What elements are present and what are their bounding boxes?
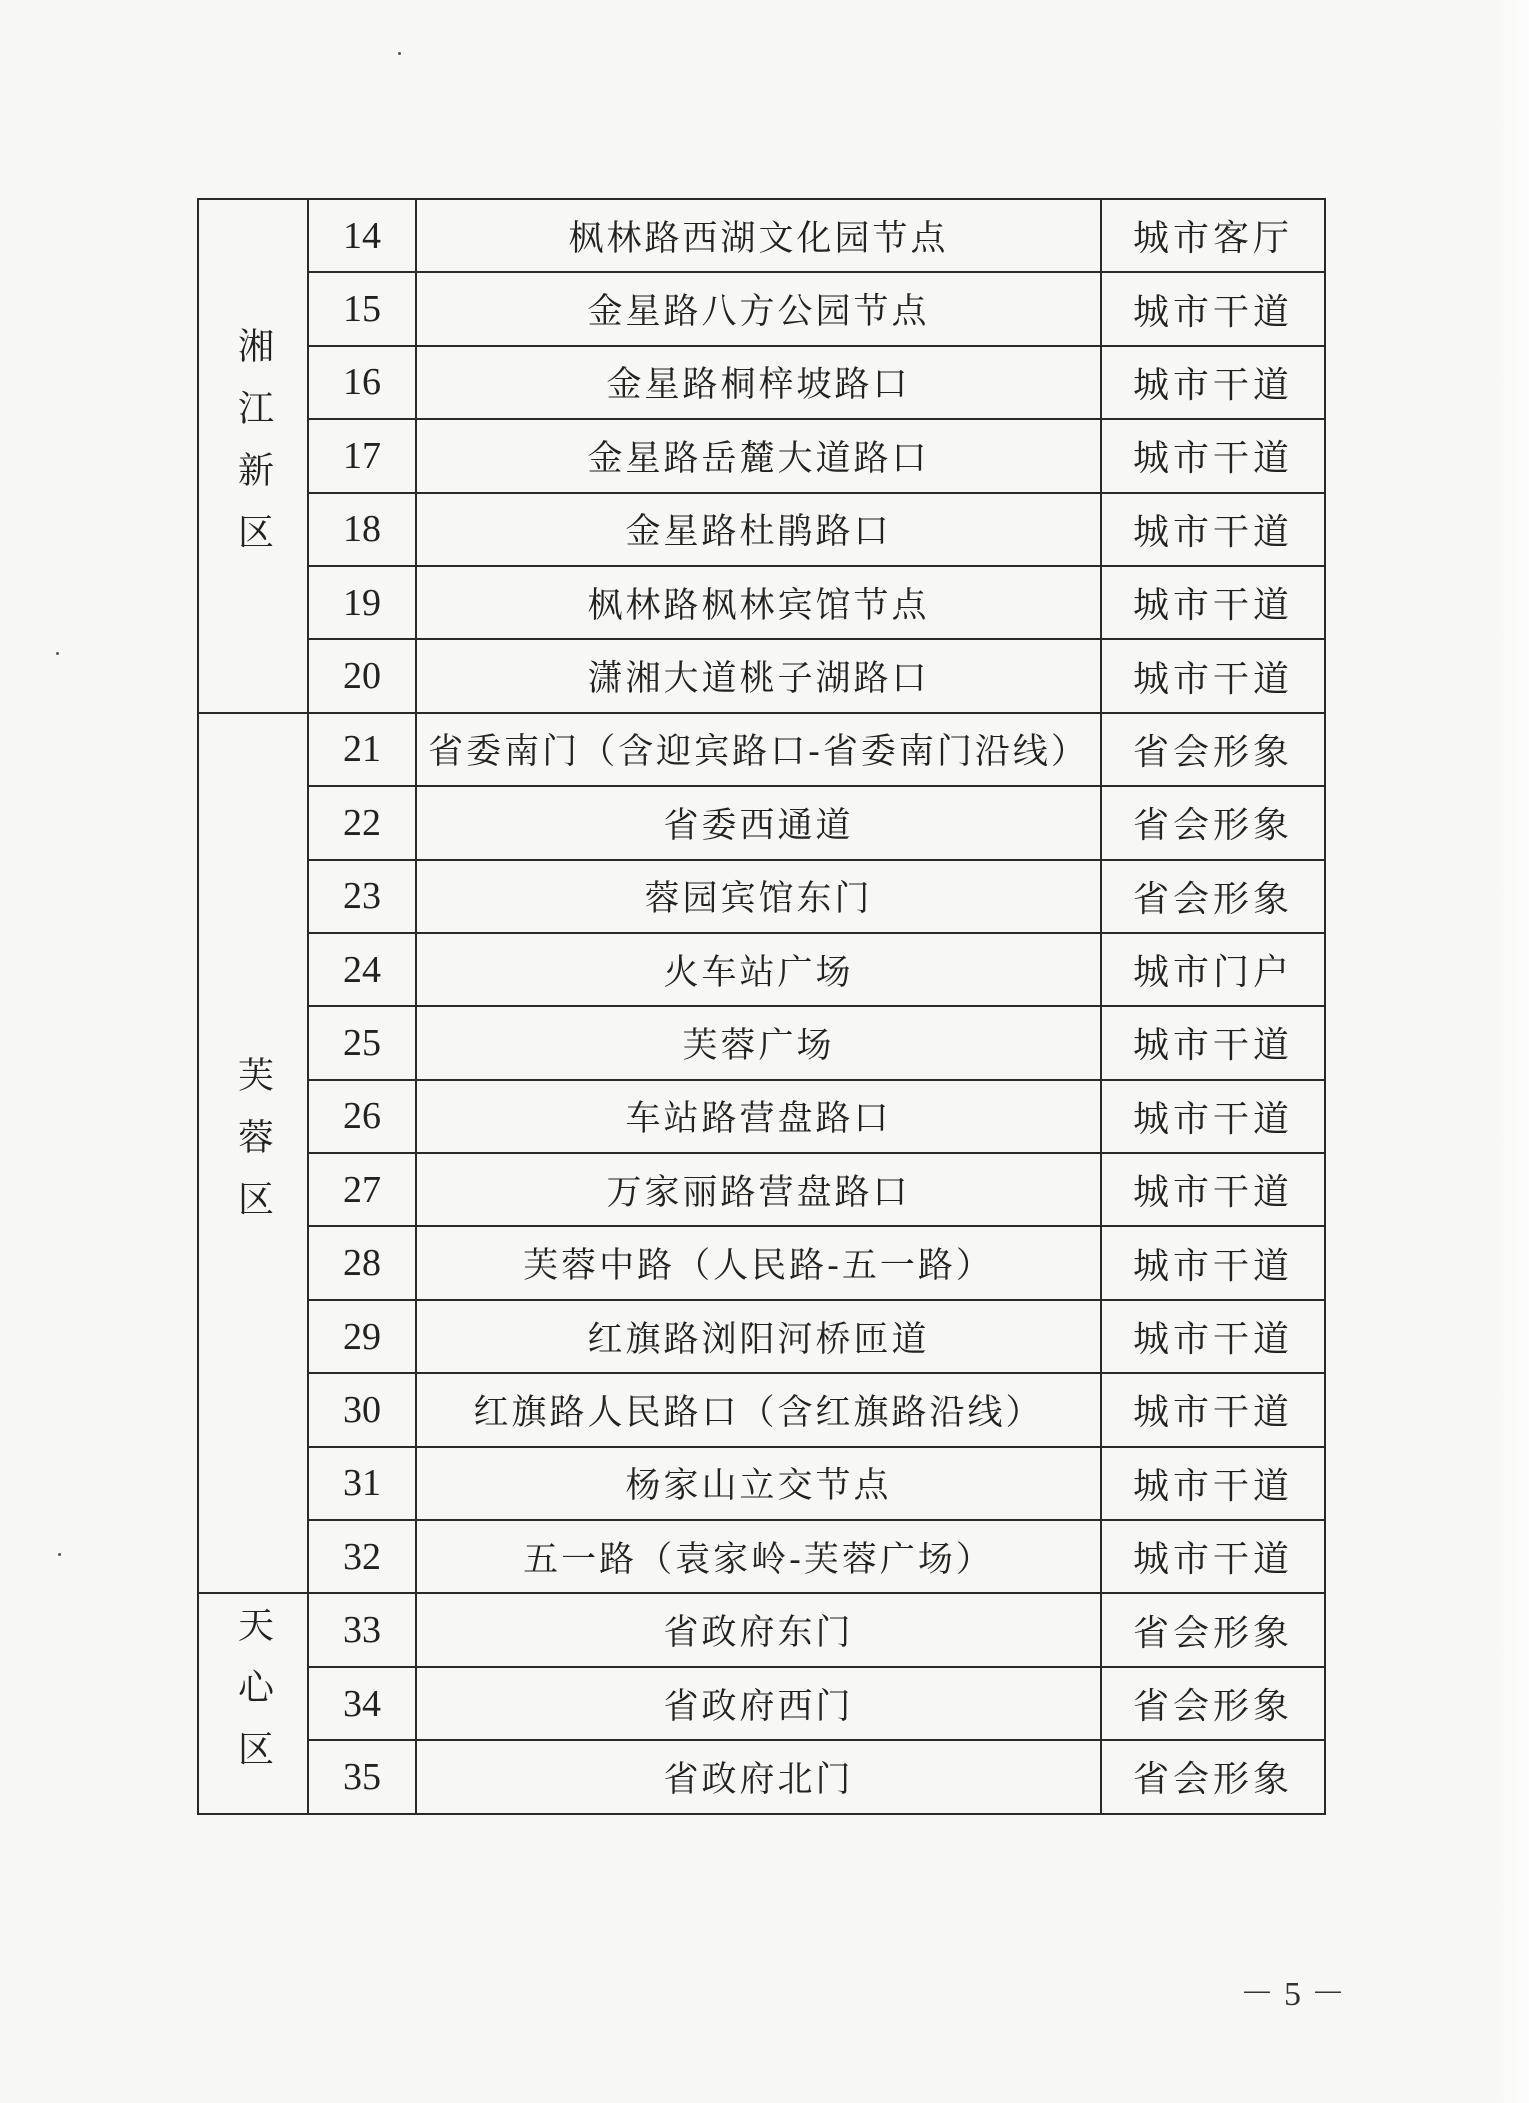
location-name: 红旗路人民路口（含红旗路沿线） (416, 1373, 1101, 1446)
table-row (198, 639, 1325, 712)
row-number: 28 (308, 1226, 416, 1299)
category: 城市干道 (1101, 1153, 1325, 1226)
location-name: 五一路（袁家岭-芙蓉广场） (416, 1520, 1101, 1593)
row-number: 15 (308, 272, 416, 345)
category: 城市干道 (1101, 493, 1325, 566)
table-row (198, 786, 1325, 859)
district-name: 芙蓉区 (232, 1055, 274, 1242)
table-row (198, 1080, 1325, 1153)
location-name: 省政府西门 (416, 1667, 1101, 1740)
category: 省会形象 (1101, 1593, 1325, 1666)
district-name: 天心区 (232, 1606, 274, 1792)
row-number: 17 (308, 419, 416, 492)
district-cell (198, 713, 308, 1594)
category: 城市干道 (1101, 1520, 1325, 1593)
row-number: 31 (308, 1447, 416, 1520)
table-row (198, 272, 1325, 345)
location-name: 火车站广场 (416, 933, 1101, 1006)
location-name: 金星路岳麓大道路口 (416, 419, 1101, 492)
location-name: 省政府北门 (416, 1740, 1101, 1813)
row-number: 23 (308, 860, 416, 933)
category: 城市干道 (1101, 1080, 1325, 1153)
row-number: 16 (308, 346, 416, 419)
scan-speck (398, 52, 401, 55)
table-row (198, 1667, 1325, 1740)
row-number: 14 (308, 199, 416, 272)
category: 城市干道 (1101, 1373, 1325, 1446)
location-name: 杨家山立交节点 (416, 1447, 1101, 1520)
category: 城市干道 (1101, 1447, 1325, 1520)
row-number: 32 (308, 1520, 416, 1593)
table-row (198, 1006, 1325, 1079)
table-row (198, 566, 1325, 639)
row-number: 27 (308, 1153, 416, 1226)
location-name: 潇湘大道桃子湖路口 (416, 639, 1101, 712)
row-number: 29 (308, 1300, 416, 1373)
table-row (198, 933, 1325, 1006)
table-row (198, 493, 1325, 566)
category: 城市客厅 (1101, 199, 1325, 272)
location-name: 金星路桐梓坡路口 (416, 346, 1101, 419)
table-row (198, 1226, 1325, 1299)
location-name: 万家丽路营盘路口 (416, 1153, 1101, 1226)
location-name: 枫林路枫林宾馆节点 (416, 566, 1101, 639)
table-row (198, 1520, 1325, 1593)
location-name: 省委西通道 (416, 786, 1101, 859)
row-number: 30 (308, 1373, 416, 1446)
row-number: 33 (308, 1593, 416, 1666)
table-row (198, 1447, 1325, 1520)
category: 城市干道 (1101, 1006, 1325, 1079)
location-name: 金星路杜鹃路口 (416, 493, 1101, 566)
location-name: 芙蓉中路（人民路-五一路） (416, 1226, 1101, 1299)
table-row (198, 1740, 1325, 1813)
row-number: 18 (308, 493, 416, 566)
row-number: 22 (308, 786, 416, 859)
table-row (198, 346, 1325, 419)
table-row (198, 199, 1325, 272)
category: 城市干道 (1101, 419, 1325, 492)
category: 城市干道 (1101, 1300, 1325, 1373)
category: 城市门户 (1101, 933, 1325, 1006)
district-cell (198, 199, 308, 713)
location-name: 红旗路浏阳河桥匝道 (416, 1300, 1101, 1373)
row-number: 25 (308, 1006, 416, 1079)
row-number: 34 (308, 1667, 416, 1740)
category: 城市干道 (1101, 566, 1325, 639)
district-name: 湘江新区 (232, 327, 274, 576)
table-row (198, 1153, 1325, 1226)
location-name: 枫林路西湖文化园节点 (416, 199, 1101, 272)
table-row (198, 1300, 1325, 1373)
category: 城市干道 (1101, 272, 1325, 345)
scan-speck (56, 652, 59, 655)
row-number: 21 (308, 713, 416, 786)
location-name: 金星路八方公园节点 (416, 272, 1101, 345)
row-number: 19 (308, 566, 416, 639)
category: 城市干道 (1101, 1226, 1325, 1299)
category: 省会形象 (1101, 860, 1325, 933)
category: 城市干道 (1101, 346, 1325, 419)
location-name: 车站路营盘路口 (416, 1080, 1101, 1153)
category: 省会形象 (1101, 1740, 1325, 1813)
row-number: 35 (308, 1740, 416, 1813)
location-name: 省政府东门 (416, 1593, 1101, 1666)
category: 省会形象 (1101, 786, 1325, 859)
scan-page-edge (1491, 0, 1529, 2103)
table-row (198, 1593, 1325, 1666)
category: 城市干道 (1101, 639, 1325, 712)
category: 省会形象 (1101, 1667, 1325, 1740)
table-row (198, 419, 1325, 492)
location-name: 蓉园宾馆东门 (416, 860, 1101, 933)
location-table (197, 198, 1326, 1815)
table-row (198, 713, 1325, 786)
row-number: 26 (308, 1080, 416, 1153)
table-row (198, 1373, 1325, 1446)
district-cell (198, 1593, 308, 1813)
page-number: －5－ (1240, 1976, 1355, 2013)
table-row (198, 860, 1325, 933)
category: 省会形象 (1101, 713, 1325, 786)
location-name: 芙蓉广场 (416, 1006, 1101, 1079)
table-body (198, 199, 1325, 1814)
location-name: 省委南门（含迎宾路口-省委南门沿线） (416, 713, 1101, 786)
row-number: 20 (308, 639, 416, 712)
scan-speck (58, 1553, 61, 1556)
row-number: 24 (308, 933, 416, 1006)
